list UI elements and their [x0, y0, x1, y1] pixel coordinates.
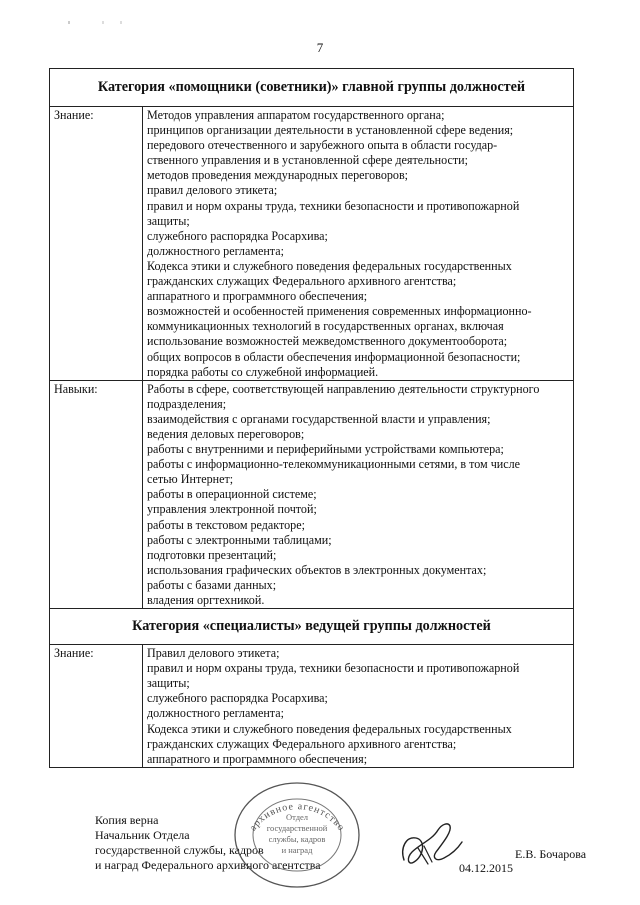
content-line: ственного управления и в установленной сфере деятельности;	[147, 153, 468, 168]
content-line: сетью Интернет;	[147, 472, 234, 487]
content-line: использование возможностей межведомственного документооборота;	[147, 334, 508, 349]
content-line: работы с базами данных;	[147, 577, 277, 592]
stamp-center-line: государственной	[266, 823, 328, 833]
page-number: 7	[316, 40, 324, 55]
content-line: правил и норм охраны труда, техники безопасности и противопожарной	[147, 198, 520, 213]
content-line: Кодекса этики и служебного поведения федеральных государственных	[147, 721, 512, 736]
section-title-advisers: Категория «помощники (советники)» главной группы должностей	[50, 69, 573, 107]
content-line: коммуникационных технологий в государственных органах, включая	[147, 319, 504, 334]
stamp-center-line: Отдел	[285, 812, 309, 822]
content-line: Правил делового этикета;	[147, 646, 280, 661]
content-line: работы с информационно-телекоммуникационными сетями, в том числе	[147, 457, 521, 472]
content-line: правил и норм охраны труда, техники безопасности и противопожарной	[147, 661, 520, 676]
certification-line: Копия верна	[95, 813, 159, 827]
certification-date: 04.12.2015	[459, 861, 513, 875]
content-line: подразделения;	[147, 396, 227, 411]
content-line: работы в текстовом редакторе;	[147, 517, 305, 532]
row-label: Знание:	[50, 107, 143, 380]
row-content	[143, 107, 573, 380]
stamp-center-line: и наград	[281, 845, 313, 855]
table-row-knowledge	[50, 107, 573, 380]
content-line: общих вопросов в области обеспечения информационной безопасности;	[147, 349, 521, 364]
content-line: взаимодействия с органами государственной власти и управления;	[147, 411, 491, 426]
official-stamp	[228, 778, 366, 892]
content-line: служебного распорядка Росархива;	[147, 228, 328, 243]
row-content	[143, 645, 573, 767]
content-line: защиты;	[147, 676, 190, 691]
certification-line: Начальник Отдела	[95, 828, 190, 842]
content-line: гражданских служащих Федерального архивного агентства;	[147, 736, 457, 751]
content-line: Работы в сфере, соответствующей направлению деятельности структурного	[147, 381, 540, 396]
content-line: должностного регламента;	[147, 243, 284, 258]
row-label: Знание:	[50, 645, 143, 767]
row-label: Навыки:	[50, 381, 143, 608]
content-line: порядка работы со служебной информацией.	[147, 364, 379, 379]
content-line: работы с электронными таблицами;	[147, 532, 332, 547]
handwritten-signature	[398, 818, 468, 872]
scan-marks	[65, 18, 125, 26]
content-line: должностного регламента;	[147, 706, 284, 721]
signer-name: Е.В. Бочарова	[515, 847, 587, 861]
content-line: методов проведения международных переговоров;	[147, 168, 409, 183]
content-line: работы с внутренними и периферийными устройствами компьютера;	[147, 442, 504, 457]
content-line: защиты;	[147, 213, 190, 228]
content-line: передового отечественного и зарубежного опыта в области государ-	[147, 138, 498, 153]
content-line: подготовки презентаций;	[147, 547, 277, 562]
stamp-center-line: службы, кадров	[268, 834, 326, 844]
content-line: использования графических объектов в электронных документах;	[147, 562, 487, 577]
table-row-knowledge	[50, 645, 573, 767]
content-line: Кодекса этики и служебного поведения федеральных государственных	[147, 258, 512, 273]
table-row-skills	[50, 380, 573, 608]
content-line: принципов организации деятельности в установленной сфере ведения;	[147, 123, 514, 138]
certification-line: государственной службы, кадров	[95, 843, 264, 857]
row-content	[143, 381, 573, 608]
certification-line: и наград Федерального архивного агентства	[95, 858, 321, 872]
content-line: Методов управления аппаратом государственного органа;	[147, 108, 445, 122]
content-line: служебного распорядка Росархива;	[147, 691, 328, 706]
content-line: правил делового этикета;	[147, 183, 278, 198]
stamp-ring-text: архивное агентство	[247, 801, 347, 834]
competency-table	[49, 68, 574, 768]
section-title-specialists: Категория «специалисты» ведущей группы должностей	[50, 608, 573, 645]
content-line: управления электронной почтой;	[147, 502, 317, 517]
content-line: аппаратного и программного обеспечения;	[147, 289, 368, 304]
content-line: ведения деловых переговоров;	[147, 426, 305, 441]
content-line: возможностей и особенностей применения современных информационно-	[147, 304, 532, 319]
content-line: гражданских служащих Федерального архивного агентства;	[147, 274, 457, 289]
content-line: работы в операционной системе;	[147, 487, 317, 502]
content-line: аппаратного и программного обеспечения;	[147, 751, 368, 766]
content-line: владения оргтехникой.	[147, 593, 265, 607]
